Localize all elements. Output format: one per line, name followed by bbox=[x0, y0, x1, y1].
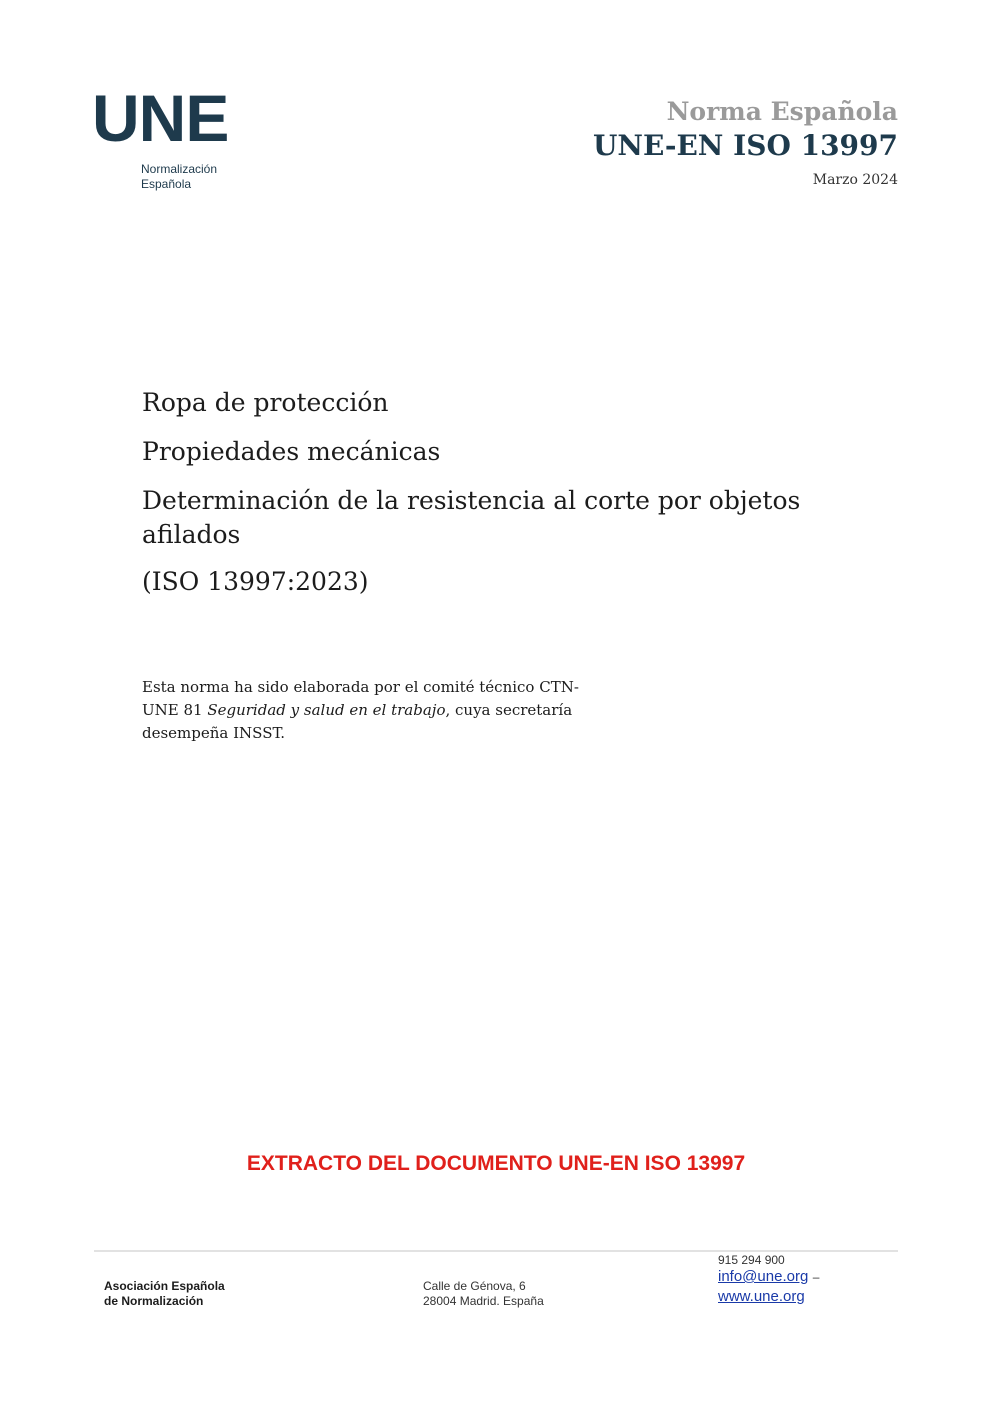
title-line-2: Propiedades mecánicas bbox=[142, 437, 441, 466]
email-link[interactable]: info@une.org bbox=[718, 1268, 809, 1285]
address-line-1: Calle de Génova, 6 bbox=[423, 1279, 526, 1293]
logo-subtitle bbox=[141, 162, 217, 192]
logo-sub-line1: Normalización bbox=[141, 162, 218, 176]
document-header bbox=[593, 96, 898, 188]
committee-name: Seguridad y salud en el trabajo bbox=[207, 701, 446, 719]
title-line-3: Determinación de la resistencia al corte por objetos afilados bbox=[142, 486, 801, 549]
phone-number: 915 294 900 bbox=[718, 1253, 785, 1267]
committee-statement bbox=[142, 676, 602, 745]
org-line-1: Asociación Española bbox=[104, 1279, 225, 1293]
extract-notice: EXTRACTO DEL DOCUMENTO UNE-EN ISO 13997 bbox=[246, 1152, 746, 1175]
publication-date: Marzo 2024 bbox=[812, 172, 898, 188]
org-line-2: de Normalización bbox=[104, 1294, 204, 1308]
une-logo bbox=[92, 81, 229, 191]
footer-organization bbox=[104, 1279, 225, 1309]
committee-text-2: , cuya secretaría desempeña INSST. bbox=[142, 701, 573, 742]
footer-contact bbox=[718, 1253, 819, 1307]
logo-wordmark: UNE bbox=[92, 81, 229, 155]
contact-separator: – bbox=[812, 1270, 820, 1284]
footer-address bbox=[423, 1279, 544, 1309]
document-title bbox=[142, 386, 842, 614]
address-line-2: 28004 Madrid. España bbox=[423, 1294, 544, 1308]
website-link[interactable]: www.une.org bbox=[718, 1288, 805, 1305]
committee-text-1: Esta norma ha sido elaborada por el comité técnico CTN-UNE 81 bbox=[142, 678, 579, 719]
document-code: UNE-EN ISO 13997 bbox=[592, 129, 898, 162]
footer-divider bbox=[94, 1250, 898, 1252]
logo-sub-line2: Española bbox=[141, 177, 192, 191]
title-line-4: (ISO 13997:2023) bbox=[142, 567, 369, 596]
norma-label: Norma Española bbox=[666, 97, 898, 126]
title-line-1: Ropa de protección bbox=[142, 388, 389, 417]
